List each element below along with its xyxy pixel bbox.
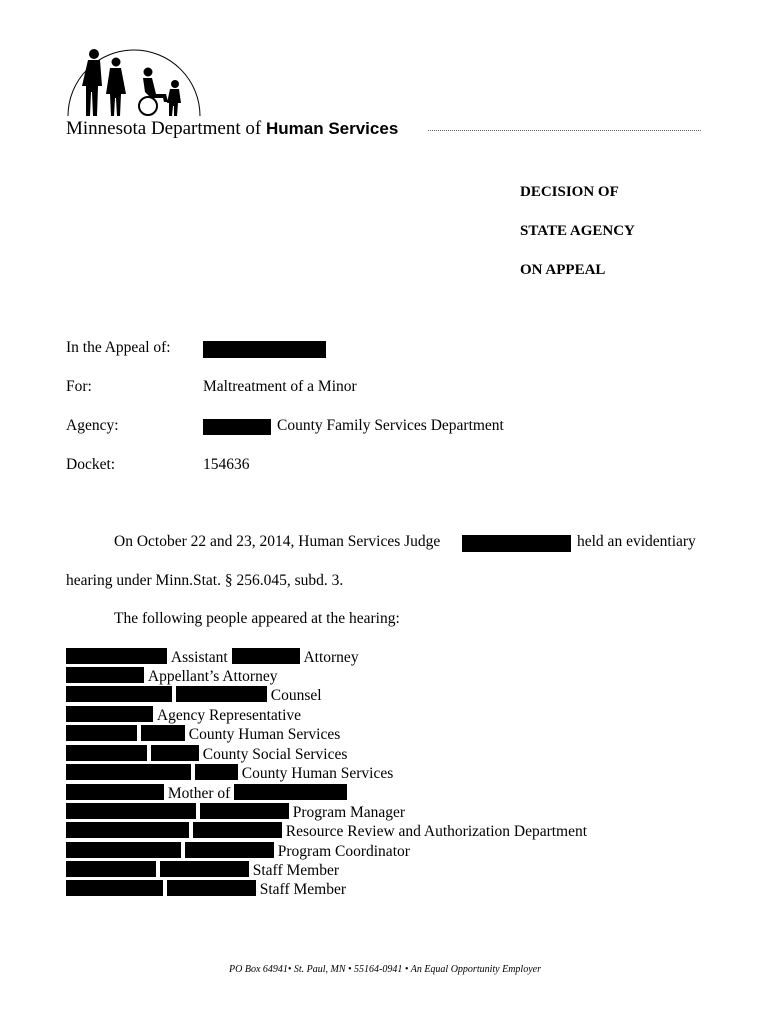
redaction — [66, 667, 144, 683]
list-item — [66, 745, 347, 764]
list-item — [66, 706, 301, 725]
redaction — [66, 764, 191, 780]
redaction — [193, 822, 282, 838]
appearance-role: Attorney — [303, 649, 359, 666]
redaction — [66, 745, 147, 761]
appeal-label: In the Appeal of: — [66, 339, 171, 356]
appearance-role: Appellant’s Attorney — [147, 668, 278, 685]
appearance-role: Program Manager — [292, 804, 406, 821]
appearance-role: Program Coordinator — [277, 843, 410, 860]
title-line-3: ON APPEAL — [520, 262, 606, 278]
redaction — [66, 803, 196, 819]
list-item — [66, 784, 347, 803]
docket-value: 154636 — [203, 456, 250, 473]
redaction — [66, 725, 137, 741]
footer: PO Box 64941• St. Paul, MN • 55164-0941 • An Equal Opportunity Employer — [229, 964, 541, 975]
redaction — [200, 803, 289, 819]
agency-value: County Family Services Department — [277, 417, 504, 434]
list-item — [66, 861, 339, 880]
org-name-prefix: Minnesota Department of — [66, 118, 266, 139]
docket-label: Docket: — [66, 456, 116, 473]
appearance-role: Mother of — [167, 785, 231, 802]
appearance-role: Assistant — [170, 649, 228, 666]
redaction — [167, 880, 256, 896]
list-item — [66, 648, 359, 667]
para1-end: held an evidentiary — [577, 533, 696, 550]
redaction — [66, 861, 156, 877]
list-item — [66, 842, 410, 861]
list-item — [66, 725, 340, 744]
para2: The following people appeared at the hearing: — [114, 610, 400, 627]
redaction — [203, 419, 271, 435]
title-line-1: DECISION OF — [520, 184, 619, 200]
family-figures-icon — [64, 40, 204, 120]
redaction — [151, 745, 199, 761]
redaction — [185, 842, 274, 858]
appearance-role: Agency Representative — [156, 707, 302, 724]
redaction — [160, 861, 249, 877]
appearance-role: County Social Services — [202, 746, 348, 763]
appearance-role: County Human Services — [188, 726, 341, 743]
list-item — [66, 686, 322, 705]
appearance-role: Staff Member — [259, 881, 346, 898]
redaction — [66, 880, 163, 896]
appearance-role: County Human Services — [241, 765, 394, 782]
list-item — [66, 667, 277, 686]
redaction — [66, 648, 167, 664]
appearance-role: Resource Review and Authorization Department — [285, 823, 588, 840]
title-line-2: STATE AGENCY — [520, 223, 635, 239]
para1-start: On October 22 and 23, 2014, Human Services Judge — [114, 533, 441, 550]
for-label: For: — [66, 378, 92, 395]
redaction — [195, 764, 238, 780]
for-value: Maltreatment of a Minor — [203, 378, 357, 395]
appearance-role: Counsel — [270, 687, 322, 704]
para1-line2: hearing under Minn.Stat. § 256.045, subd. 3. — [66, 572, 344, 589]
redaction — [141, 725, 185, 741]
redaction — [234, 784, 347, 800]
header-rule — [428, 130, 701, 131]
list-item — [66, 822, 587, 841]
redaction — [66, 706, 153, 722]
list-item — [66, 880, 346, 899]
list-item — [66, 764, 393, 783]
redaction — [203, 341, 326, 358]
redaction — [232, 648, 300, 664]
org-name-bold: Human Services — [265, 119, 399, 138]
redaction — [66, 822, 189, 838]
redaction — [66, 686, 172, 702]
org-name — [66, 117, 398, 141]
redaction — [462, 535, 571, 552]
appearance-role: Staff Member — [252, 862, 339, 879]
redaction — [66, 842, 181, 858]
redaction — [176, 686, 267, 702]
list-item — [66, 803, 405, 822]
redaction — [66, 784, 164, 800]
agency-label: Agency: — [66, 417, 119, 434]
